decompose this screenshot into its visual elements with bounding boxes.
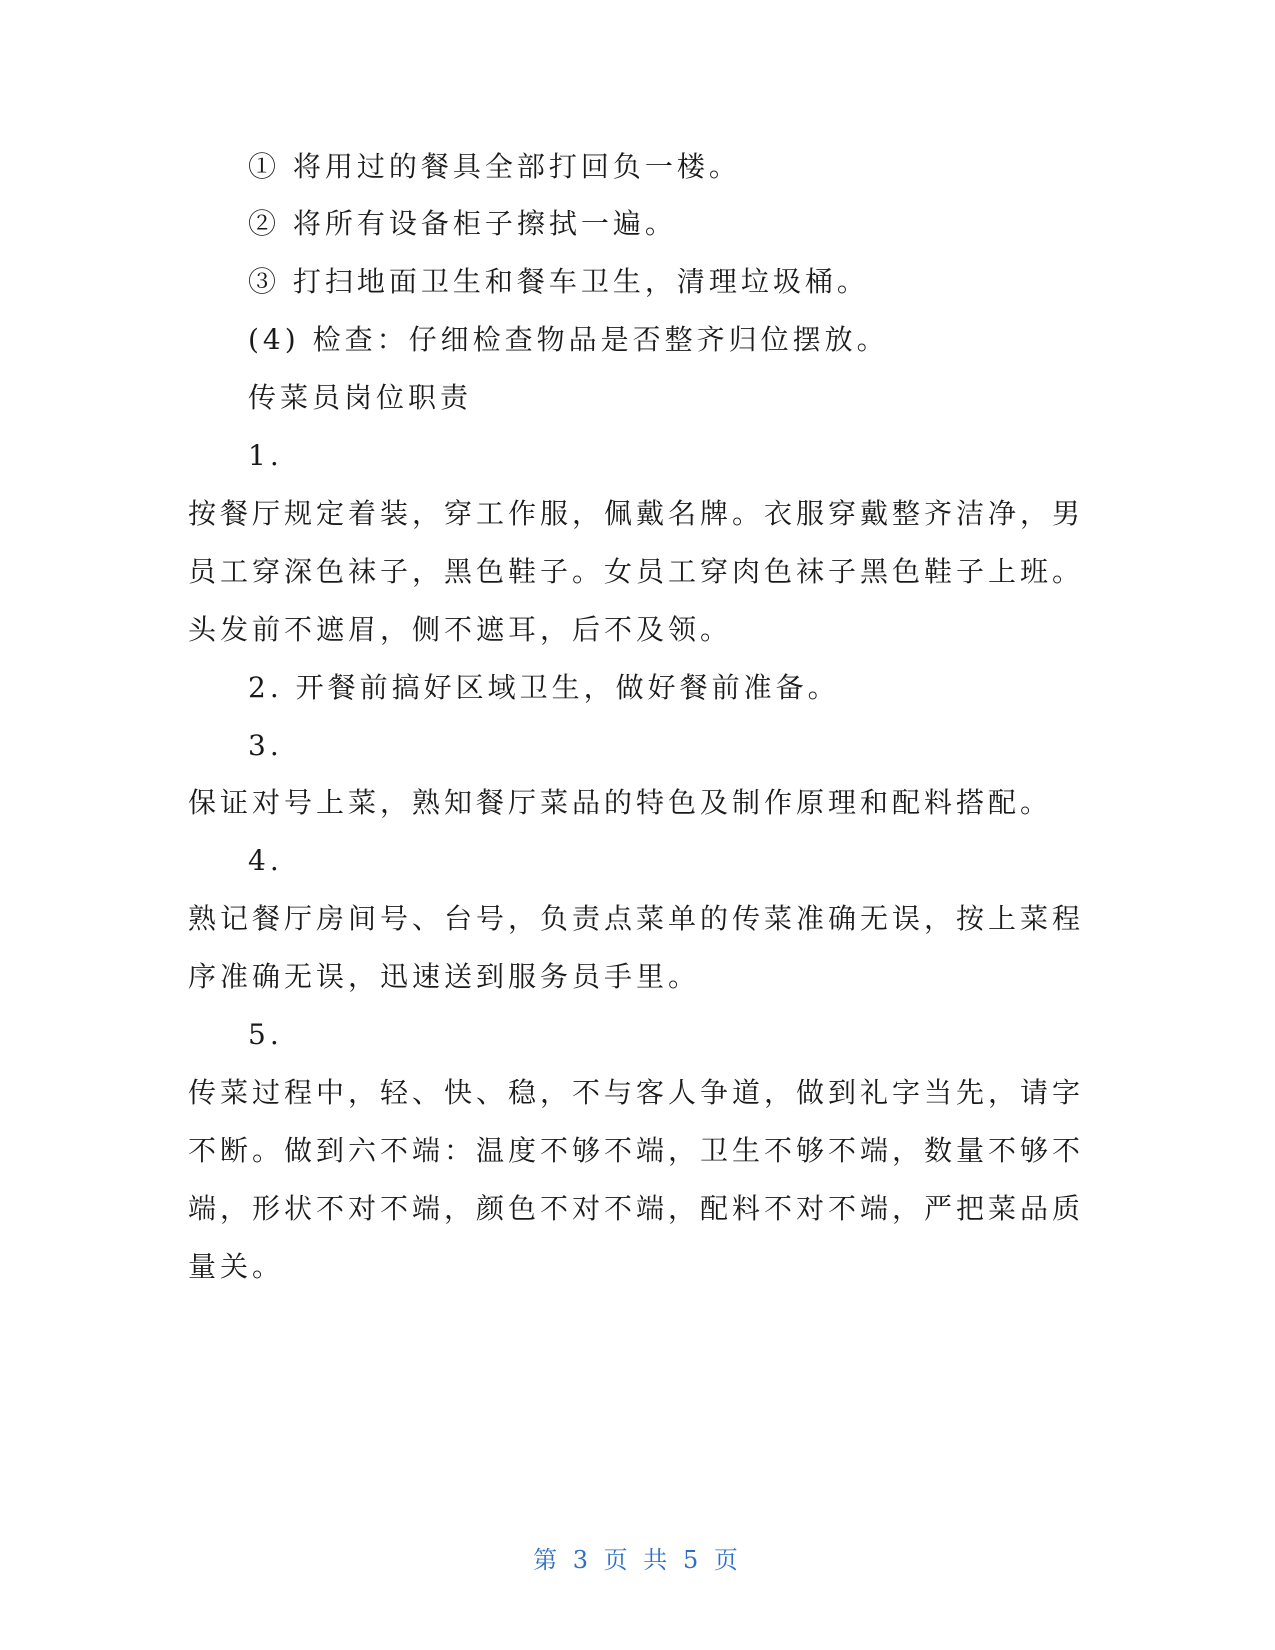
item-5-line-3: 端，形状不对不端，颜色不对不端，配料不对不端，严把菜品质 xyxy=(188,1192,1085,1225)
step-3: ③ 打扫地面卫生和餐车卫生，清理垃圾桶。 xyxy=(248,265,869,298)
item-5-number: 5. xyxy=(248,1018,283,1051)
item-5-line-1: 传菜过程中，轻、快、稳，不与客人争道，做到礼字当先，请字 xyxy=(188,1076,1085,1109)
page-number: 第 3 页 共 5 页 xyxy=(533,1546,742,1574)
item-4-line-1: 熟记餐厅房间号、台号，负责点菜单的传菜准确无误，按上菜程 xyxy=(188,902,1085,935)
item-4-number: 4. xyxy=(248,844,283,877)
item-3-number: 3. xyxy=(248,729,283,762)
item-1-line-2: 员工穿深色袜子，黑色鞋子。女员工穿肉色袜子黑色鞋子上班。 xyxy=(188,555,1085,588)
item-5-line-2: 不断。做到六不端：温度不够不端，卫生不够不端，数量不够不 xyxy=(188,1134,1085,1167)
item-1-line-3: 头发前不遮眉，侧不遮耳，后不及领。 xyxy=(188,613,733,646)
item-2: 2. 开餐前搞好区域卫生，做好餐前准备。 xyxy=(248,671,840,704)
item-4-line-2: 序准确无误，迅速送到服务员手里。 xyxy=(188,960,701,993)
item-1-number: 1. xyxy=(248,439,283,472)
item-5-line-4: 量关。 xyxy=(188,1250,285,1283)
item-1-line-1: 按餐厅规定着装，穿工作服，佩戴名牌。衣服穿戴整齐洁净，男 xyxy=(188,497,1085,530)
step-2: ② 将所有设备柜子擦拭一遍。 xyxy=(248,207,677,240)
section-heading: 传菜员岗位职责 xyxy=(248,381,473,414)
item-3-line-1: 保证对号上菜，熟知餐厅菜品的特色及制作原理和配料搭配。 xyxy=(188,786,1053,819)
step-1: ① 将用过的餐具全部打回负一楼。 xyxy=(248,150,741,183)
step-4: (4) 检查：仔细检查物品是否整齐归位摆放。 xyxy=(248,323,889,356)
